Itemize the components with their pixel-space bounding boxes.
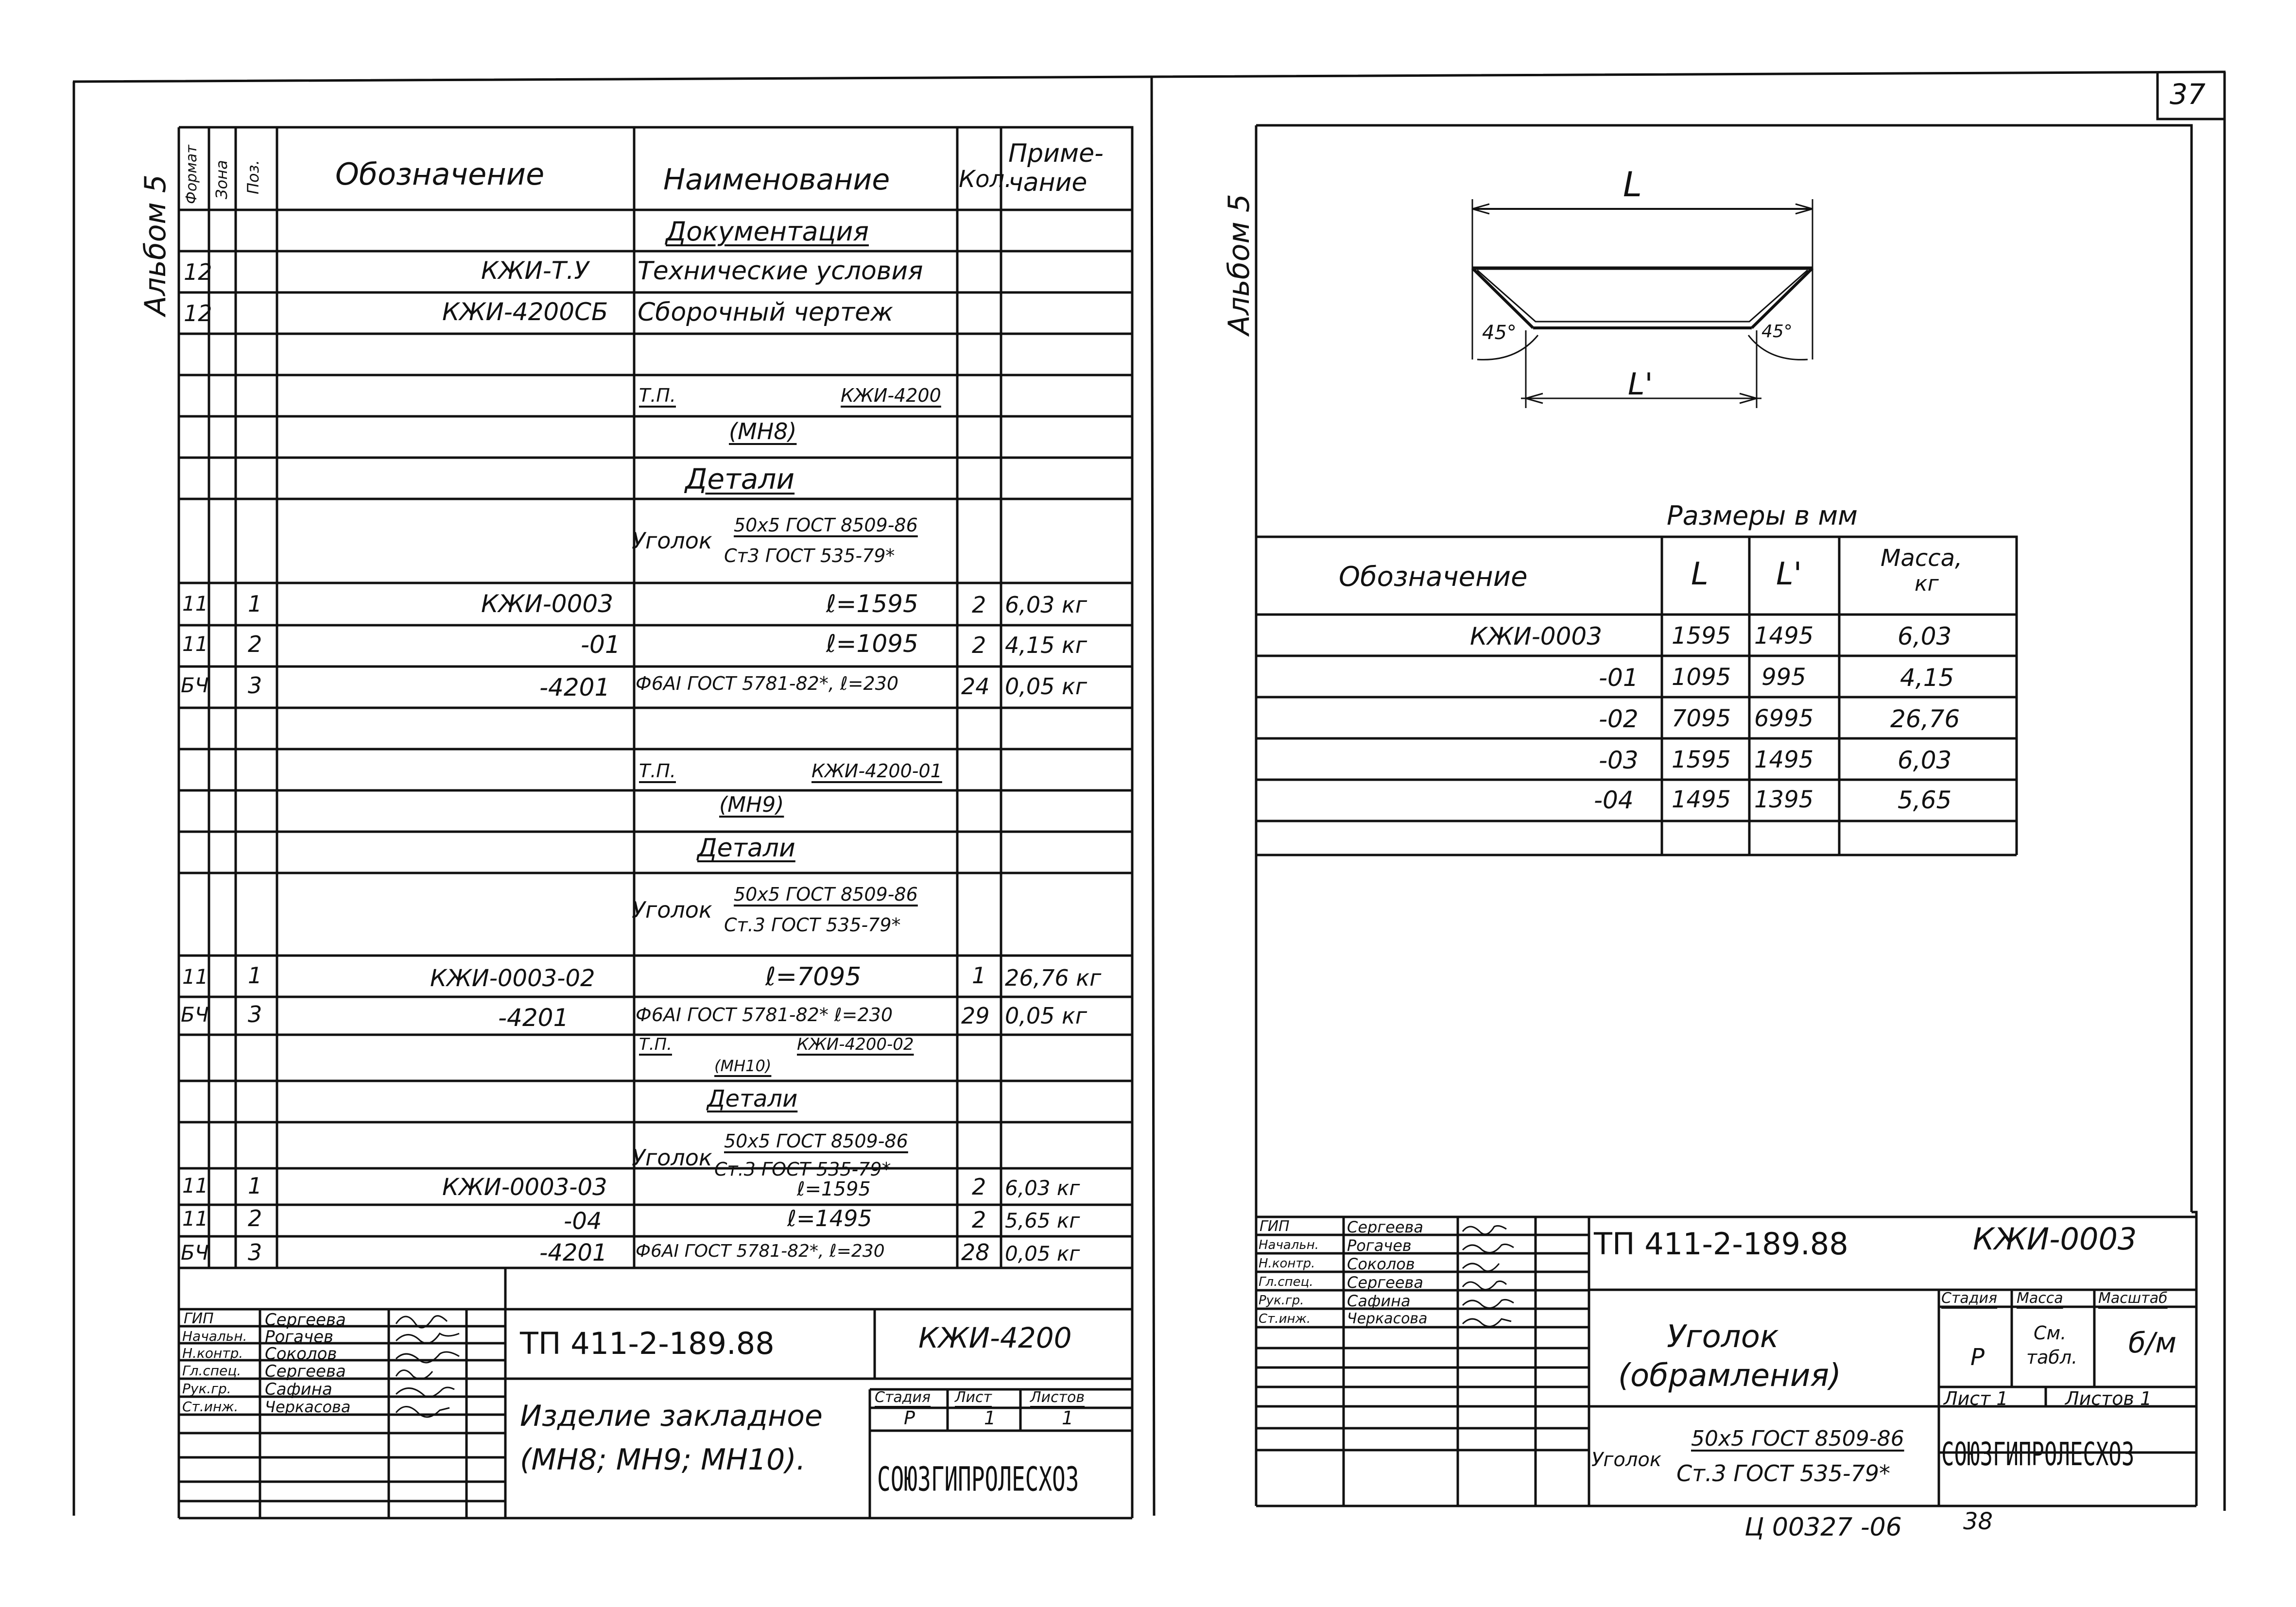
spec-subgroup: (МН10) [714, 1057, 772, 1075]
dimension-label-L1: L' [1628, 366, 1653, 402]
row-name: Технические условия [638, 256, 923, 286]
stamp-role: Ст.инж. [182, 1399, 239, 1415]
row-designation: КЖИ-0003 [481, 590, 614, 618]
stamp-role: Рук.гр. [1259, 1293, 1304, 1308]
row-format: 12 [184, 259, 212, 285]
row-name: Уголок [632, 897, 712, 923]
row-name-profile: 50х5 ГОСТ 8509-86 [724, 1130, 908, 1152]
document-title-1: Уголок [1667, 1319, 1779, 1355]
dimension-label-L: L [1623, 165, 1642, 205]
row-pos: 1 [248, 1173, 262, 1199]
scale-value: б/м [2128, 1326, 2177, 1359]
row-format: 11 [182, 592, 208, 615]
stamp-name: Сергеева [265, 1362, 346, 1381]
row-format: 11 [182, 632, 208, 656]
document-title-2: (МН8; МН9; МН10). [520, 1443, 806, 1477]
stage-header: Стадия [1941, 1290, 1998, 1307]
stamp-name: Сафина [265, 1380, 332, 1399]
row-pos: 2 [248, 1205, 262, 1231]
row-qty: 1 [972, 962, 986, 989]
row-note: 0,05 кг [1005, 1003, 1087, 1029]
tp-code: КЖИ-4200 [841, 385, 941, 406]
spec-section-details: Детали [697, 834, 795, 863]
row-name-steel: Ст.3 ГОСТ 535-79* [714, 1159, 891, 1180]
row-name: Сборочный чертеж [638, 298, 893, 327]
row-pos: 1 [248, 591, 262, 617]
row-note: 6,03 кг [1005, 592, 1087, 618]
row-qty: 2 [972, 592, 986, 618]
mass-header: Масса [2017, 1290, 2063, 1307]
archive-code: Ц 00327 -06 [1744, 1513, 1902, 1542]
stamp-name: Черкасова [265, 1398, 351, 1416]
stamp-name: Соколов [1347, 1255, 1415, 1273]
table-cell-L: 1495 [1672, 786, 1731, 813]
row-designation: КЖИ-Т.У [481, 256, 589, 285]
table-caption: Размеры в мм [1667, 500, 1858, 531]
stage-value: Р [904, 1407, 915, 1429]
row-format: 12 [184, 300, 212, 326]
row-name: Ф6АI ГОСТ 5781-82* ℓ=230 [636, 1004, 893, 1026]
row-name-steel: Ст3 ГОСТ 535-79* [724, 545, 895, 566]
material-profile: 50х5 ГОСТ 8509-86 [1691, 1426, 1904, 1451]
table-cell-mass: 4,15 [1900, 664, 1954, 692]
organization-name: СОЮЗГИПРОЛЕСХОЗ [1941, 1436, 2135, 1473]
stamp-name: Сафина [1347, 1292, 1411, 1310]
header-note-1: Приме- [1008, 139, 1104, 168]
row-note: 6,03 кг [1005, 1176, 1080, 1200]
stamp-role: Ст.инж. [1259, 1312, 1311, 1326]
tp-code: КЖИ-4200-01 [811, 760, 942, 782]
header-designation: Обозначение [335, 156, 545, 192]
spec-section-details: Детали [685, 462, 795, 496]
table-cell-L: 1095 [1672, 664, 1731, 691]
table-cell-mass: 6,03 [1898, 746, 1952, 774]
project-code: ТП 411-2-189.88 [1594, 1226, 1848, 1262]
row-note: 5,65 кг [1005, 1209, 1080, 1232]
table-header-L1: L' [1776, 556, 1802, 592]
page-number: 37 [2170, 78, 2206, 111]
material-steel: Ст.3 ГОСТ 535-79* [1676, 1460, 1891, 1487]
row-qty: 28 [961, 1239, 990, 1265]
sheets-header: Листов [1030, 1389, 1085, 1406]
stamp-name: Черкасова [1347, 1310, 1428, 1327]
row-pos: 3 [248, 672, 262, 699]
table-header-mass-2: кг [1915, 571, 1939, 596]
mass-value-2: табл. [2026, 1347, 2078, 1368]
row-pos: 3 [248, 1239, 262, 1265]
stamp-name: Сергеева [1347, 1218, 1423, 1236]
row-qty: 2 [972, 632, 986, 658]
table-cell-designation: -04 [1594, 786, 1634, 814]
row-name: Уголок [632, 1145, 712, 1171]
stamp-role: Гл.спец. [182, 1363, 242, 1379]
tp-label: Т.П. [639, 385, 676, 406]
row-note: 0,05 кг [1005, 673, 1087, 700]
material-label: Уголок [1591, 1449, 1662, 1471]
stamp-name: Сергеева [265, 1310, 346, 1330]
row-format: 11 [182, 965, 208, 989]
table-cell-mass: 6,03 [1898, 622, 1952, 650]
row-format: БЧ [181, 1241, 209, 1265]
table-cell-designation: КЖИ-0003 [1470, 622, 1603, 650]
row-note: 26,76 кг [1005, 965, 1102, 991]
row-designation: -4201 [539, 673, 610, 701]
row-qty: 29 [961, 1003, 990, 1029]
row-designation: КЖИ-0003-03 [442, 1174, 607, 1201]
stamp-role: ГИП [1260, 1218, 1290, 1235]
spec-subgroup: (МН8) [729, 418, 797, 444]
row-name: Ф6АI ГОСТ 5781-82*, ℓ=230 [636, 673, 899, 694]
row-name-steel: Ст.3 ГОСТ 535-79* [724, 914, 901, 936]
row-format: БЧ [181, 673, 209, 697]
row-name: ℓ=1495 [787, 1205, 872, 1231]
table-cell-L1: 995 [1761, 664, 1806, 691]
row-note: 4,15 кг [1005, 632, 1087, 658]
stamp-name: Рогачев [1347, 1236, 1412, 1255]
table-cell-designation: -02 [1599, 705, 1639, 733]
row-designation: КЖИ-0003-02 [430, 965, 595, 992]
row-name-profile: 50х5 ГОСТ 8509-86 [734, 514, 918, 536]
header-name: Наименование [663, 163, 890, 197]
tp-label: Т.П. [639, 760, 676, 782]
stamp-role: Рук.гр. [182, 1381, 231, 1397]
stamp-role: Начальн. [182, 1328, 247, 1344]
spec-section-details: Детали [707, 1085, 798, 1112]
archive-page: 38 [1963, 1508, 1993, 1535]
document-title-1: Изделие закладное [520, 1399, 823, 1433]
stamp-role: ГИП [184, 1310, 214, 1327]
row-designation: КЖИ-4200СБ [442, 298, 608, 326]
table-header-mass-1: Масса, [1881, 545, 1963, 572]
table-cell-L: 7095 [1672, 705, 1731, 732]
table-cell-L1: 1395 [1754, 786, 1814, 813]
document-title-2: (обрамления) [1618, 1358, 1841, 1394]
organization-name: СОЮЗГИПРОЛЕСХОЗ [877, 1459, 1079, 1499]
table-cell-designation: -01 [1599, 664, 1639, 692]
sheets-value: 1 [1062, 1407, 1074, 1429]
row-note: 0,05 кг [1005, 1242, 1080, 1265]
row-designation: -4201 [498, 1004, 569, 1032]
stamp-role: Н.контр. [1259, 1256, 1315, 1271]
row-name-length: ℓ=1595 [797, 1178, 871, 1200]
row-pos: 1 [248, 962, 262, 989]
row-name-profile: 50х5 ГОСТ 8509-86 [734, 884, 918, 905]
row-designation: -04 [564, 1208, 602, 1235]
stamp-name: Соколов [265, 1344, 337, 1364]
stamp-role: Н.контр. [182, 1345, 243, 1361]
album-label-right: Альбом 5 [1222, 194, 1256, 335]
stamp-name: Сергеева [1347, 1273, 1423, 1292]
spec-section-documentation: Документация [666, 216, 869, 247]
row-pos: 3 [248, 1001, 262, 1027]
header-zone: Зона [212, 160, 231, 199]
table-cell-L1: 1495 [1754, 746, 1814, 773]
row-qty: 2 [972, 1207, 986, 1233]
table-cell-designation: -03 [1599, 746, 1639, 774]
project-code: ТП 411-2-189.88 [520, 1326, 775, 1361]
document-code: КЖИ-4200 [918, 1321, 1072, 1354]
tp-code: КЖИ-4200-02 [797, 1035, 914, 1054]
header-qty: Кол. [959, 166, 1012, 193]
table-cell-L1: 6995 [1754, 705, 1814, 732]
tp-label: Т.П. [639, 1035, 672, 1054]
row-format: 11 [182, 1207, 208, 1231]
spec-subgroup: (МН9) [719, 792, 784, 817]
row-name: Уголок [632, 528, 712, 554]
header-format: Формат [183, 145, 200, 204]
stamp-role: Гл.спец. [1259, 1275, 1313, 1289]
row-format: 11 [182, 1174, 208, 1197]
header-note-2: чание [1008, 168, 1088, 197]
angle-label-left: 45° [1482, 322, 1517, 344]
row-qty: 2 [972, 1174, 986, 1200]
stamp-name: Рогачев [265, 1327, 334, 1347]
album-label-left: Альбом 5 [138, 174, 173, 316]
table-cell-mass: 5,65 [1898, 786, 1952, 814]
table-cell-L1: 1495 [1754, 622, 1814, 650]
table-cell-L: 1595 [1672, 746, 1731, 773]
sheet-header: Лист [955, 1389, 992, 1406]
table-header-L: L [1691, 556, 1709, 592]
stage-header: Стадия [875, 1389, 931, 1406]
row-name: ℓ=1595 [826, 590, 918, 618]
row-name: ℓ=7095 [765, 962, 862, 992]
document-code: КЖИ-0003 [1973, 1221, 2137, 1257]
row-designation: -4201 [539, 1239, 607, 1266]
mass-value-1: См. [2034, 1322, 2067, 1344]
table-cell-mass: 26,76 [1890, 705, 1960, 733]
row-name: ℓ=1095 [826, 630, 918, 658]
table-header-designation: Обозначение [1339, 561, 1528, 593]
table-cell-L: 1595 [1672, 622, 1731, 650]
scale-header: Масштаб [2098, 1290, 2168, 1307]
row-pos: 2 [248, 631, 262, 657]
sheet-value: 1 [984, 1407, 996, 1429]
stamp-role: Начальн. [1259, 1238, 1319, 1252]
row-qty: 24 [961, 673, 990, 700]
row-format: БЧ [181, 1003, 209, 1026]
sheet-value: Лист 1 [1944, 1388, 2008, 1409]
stage-value: Р [1970, 1344, 1985, 1371]
row-name: Ф6АI ГОСТ 5781-82*, ℓ=230 [636, 1241, 885, 1261]
angle-label-right: 45° [1761, 322, 1793, 342]
header-pos: Поз. [244, 160, 262, 194]
row-designation: -01 [581, 631, 621, 659]
sheets-value: Листов 1 [2065, 1388, 2152, 1409]
